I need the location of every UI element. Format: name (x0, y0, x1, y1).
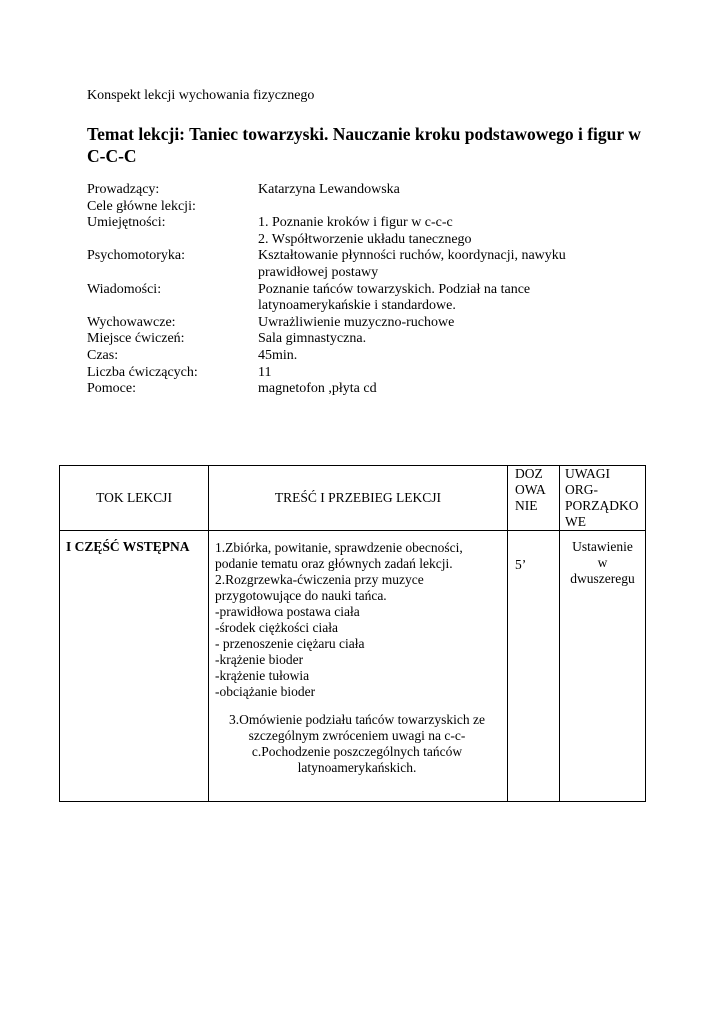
info-value-line: 45min. (258, 347, 298, 363)
info-value-line: Katarzyna Lewandowska (258, 182, 400, 197)
organizational-notes (560, 531, 646, 802)
table-row (60, 531, 646, 802)
info-row-psychomotor (87, 248, 618, 281)
info-label: Psychomotoryka: (87, 248, 185, 264)
info-value (258, 381, 618, 398)
info-value (258, 199, 618, 216)
info-value-line: 2. Współtworzenie układu tanecznego (258, 231, 472, 247)
header-notes-line: UWAGI (565, 466, 610, 481)
info-label: Pomoce: (87, 381, 136, 397)
header-notes-line: WE (565, 514, 586, 529)
header-notes (560, 466, 646, 531)
info-row-time (87, 348, 618, 365)
header-dosage-line: NIE (515, 498, 538, 513)
info-row-aids (87, 381, 618, 398)
info-value-line: Sala gimnastyczna. (258, 331, 367, 347)
info-value-line: Poznanie tańców towarzyskich. Podział na tance (258, 281, 531, 297)
content-line: 1.Zbiórka, powitanie, sprawdzenie obecności, (215, 540, 463, 555)
info-value (258, 215, 618, 248)
content-line: przygotowujące do nauki tańca. (215, 588, 387, 603)
notes-line: dwuszeregu (570, 571, 635, 586)
content-line: -krążenie tułowia (215, 668, 310, 683)
content-line: -prawidłowa postawa ciała (215, 604, 360, 619)
notes-line: w (597, 555, 608, 570)
header-notes-line: PORZĄDKO (565, 498, 639, 513)
info-value-line: 11 (258, 364, 272, 380)
lesson-info (87, 182, 618, 398)
info-value (258, 365, 618, 382)
header-dosage-line: DOZ (515, 466, 543, 481)
info-value (258, 315, 618, 332)
info-label: Cele główne lekcji: (87, 198, 196, 214)
info-value-line: 1. Poznanie kroków i figur w c-c-c (258, 215, 453, 231)
info-value (258, 182, 618, 199)
info-label: Liczba ćwiczących: (87, 364, 198, 380)
info-value-line: latynoamerykańskie i standardowe. (258, 298, 456, 314)
content-line: podanie tematu oraz głównych zadań lekcji. (215, 556, 453, 571)
document-heading: Konspekt lekcji wychowania fizycznego (87, 88, 315, 103)
info-label: Wychowawcze: (87, 314, 176, 330)
info-row-participants (87, 365, 618, 382)
info-label: Miejsce ćwiczeń: (87, 331, 185, 347)
info-row-goals (87, 199, 618, 216)
lesson-table (59, 465, 646, 802)
info-value-line: prawidłowej postawy (258, 264, 379, 280)
info-value-line: magnetofon ,płyta cd (258, 381, 377, 397)
info-label: Prowadzący: (87, 182, 160, 197)
info-value (258, 282, 618, 315)
content-line: 2.Rozgrzewka-ćwiczenia przy muzyce (215, 572, 424, 587)
info-value-line: Uwrażliwienie muzyczno-ruchowe (258, 314, 455, 330)
content-line: -środek ciężkości ciała (215, 620, 338, 635)
content-line: -obciążanie bioder (215, 684, 316, 699)
lesson-title: Temat lekcji: Taniec towarzyski. Nauczanie kroku podstawowego i figur w C-C-C (87, 124, 641, 166)
content-paragraph: 3.Omówienie podziału tańców towarzyskich ze szczególnym zwróceniem uwagi na c-c-c.Pochodzenie poszczególnych tańców latynoamerykańskich. (228, 712, 486, 775)
table-header-row (60, 466, 646, 531)
info-row-skills (87, 215, 618, 248)
notes-line: Ustawienie (572, 539, 633, 554)
header-notes-line: ORG- (565, 482, 598, 497)
header-dosage (508, 466, 560, 531)
header-dosage-line: OWA (515, 482, 546, 497)
header-lesson-content: TREŚĆ I PRZEBIEG LEKCJI (209, 466, 508, 531)
info-row-educational (87, 315, 618, 332)
info-label: Wiadomości: (87, 281, 162, 297)
content-line: - przenoszenie ciężaru ciała (215, 636, 365, 651)
spacer (215, 700, 503, 712)
info-value-line: Kształtowanie płynności ruchów, koordynacji, nawyku (258, 248, 566, 264)
info-row-leader (87, 182, 618, 199)
header-lesson-stage: TOK LEKCJI (60, 466, 209, 531)
lesson-content (209, 531, 508, 802)
info-row-knowledge (87, 282, 618, 315)
info-value (258, 348, 618, 365)
info-row-place (87, 331, 618, 348)
dosage-value: 5’ (508, 531, 560, 802)
info-value (258, 248, 618, 281)
info-label: Czas: (87, 347, 119, 363)
section-label: I CZĘŚĆ WSTĘPNA (60, 531, 209, 802)
info-label: Umiejętności: (87, 215, 166, 231)
content-line: -krążenie bioder (215, 652, 304, 667)
info-value (258, 331, 618, 348)
